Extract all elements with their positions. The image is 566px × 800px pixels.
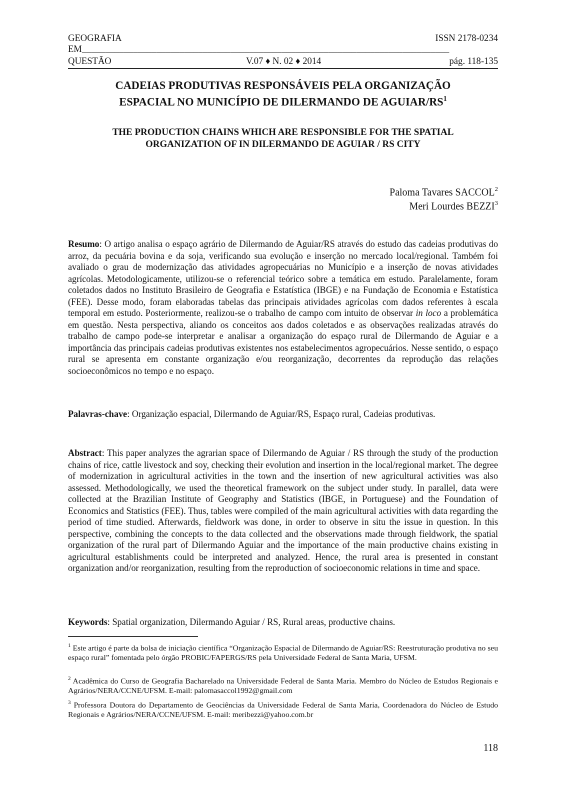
author-name: Meri Lourdes BEZZI [409,201,495,213]
resumo-text-cont: a problemática em questão. Nesta perspectiva, aliando os conceitos aos dados coletados e as observações realizadas através do trabalho de campo pode-se interpretar e analisar a organização do espaço rural de Dilermando de Aguiar e a importância das principais cadeias produtivas existentes nos estabelecimentos agropecuários. Nesse sentido, o espaço rural se apresenta em constante organização e/ou reorganização, decorrentes da reprodução das relações socioeconômicos no tempo e no espaço. [68,308,498,376]
article-title [68,80,498,111]
footnote-mark: 2 [68,676,71,682]
footnote-3 [68,699,498,720]
palavras-chave-label: Palavras-chave [68,409,128,419]
footnote-text: Professora Doutora do Departamento de Geociências da Universidade Federal de Santa Maria, Coordenadora do Núcleo de Estudo Regionais e Agrários/NERA/CCNE/UFSM. E-mail: meribezzi@yahoo.com.br [68,700,498,720]
author-footnote-mark: 3 [494,200,498,207]
palavras-chave [68,409,498,421]
footnote-text: Este artigo é parte da bolsa de iniciação científica “Organização Espacial de Dilermando de Aguiar/RS: Reestruturação produtiva no seu espaço rural” fomentada pelo órgão PROBIC/FAPERGS/RS pela Universidade Federal de Santa Maria, UFSM. [68,643,498,663]
title-line2: ESPACIAL NO MUNICÍPIO DE DILERMANDO DE AGUIAR/RS [119,97,444,110]
abstract-label: Abstract [68,448,102,458]
subtitle-line2: ORGANIZATION OF IN DILERMANDO DE AGUIAR / RS CITY [145,140,421,150]
palavras-chave-text: : Organização espacial, Dilermando de Aguiar/RS, Espaço rural, Cadeias produtivas. [127,409,436,419]
page-number: 118 [483,743,498,754]
resumo-italic: in loco [415,308,442,318]
resumo-paragraph [68,239,498,377]
author-name: Paloma Tavares SACCOL [389,187,495,199]
footnote-mark: 3 [68,700,71,706]
keywords [68,617,498,629]
resumo-label: Resumo [68,239,100,249]
abstract-paragraph [68,448,498,575]
article-title-english [68,127,498,151]
title-line1: CADEIAS PRODUTIVAS RESPONSÁVEIS PELA ORGANIZAÇÃO [115,80,451,92]
abstract-text: : This paper analyzes the agrarian space of Dilermando de Aguiar / RS through the study of the production chains of rice, cattle livestock and soy, checking their evolution and insertion in the local/regional market. The degree of modernization in agricultural activities in the town and the insertion of new agricultural activities was also assessed. Methodologically, we used the theoretical framework on the subject under study. In parallel, data were collected at the Brazilian Institute of Geography and Statistics (IBGE, in Portuguese) and the Foundation of Economics and Statistics (FEE). Thus, tables were compiled of the main agricultural activities with data regarding the period of time studied. Afterwards, fieldwork was done, in order to observe in situ the issue in question. In this perspective, combining the concepts to the data collected and the observations made through fieldwork, the spatial organization of the rural part of Dilermando Aguiar and the importance of the main productive chains existing in agricultural establishments could be interpreted and analyzed. Hence, the rural area is presented in constant organization and/or reorganization, resulting from the reproduction of socioeconomic relations in time and space. [68,448,498,573]
journal-name-line2: EM_______________________________________________________________________________ [68,45,450,55]
author-2 [409,197,498,214]
resumo-text: : O artigo analisa o espaço agrário de Dilermando de Aguiar/RS através do estudo das cadeias produtivas do arroz, da pecuária bovina e da soja, verificando sua evolução e inserção no mercado local/regional. Também foi avaliado o grau de modernização das atividades agropecuárias no Município e a inserção de novas atividades agrícolas. Metodologicamente, utilizou-se o referencial teórico sobre a temática em estudo. Paralelamente, foram coletados dados no Instituto Brasileiro de Geografia e Estatística (IBGE) e na Fundação de Economia e Estatística (FEE). Desse modo, foram elaboradas tabelas das principais atividades agrícolas com dados referentes à escala temporal em estudo. Posteriormente, realizou-se o trabalho de campo com intuito de observar [68,239,498,318]
footnote-rule [68,636,198,637]
page-range: pág. 118-135 [449,57,498,67]
author-footnote-mark: 2 [494,186,498,193]
footnote-mark: 1 [68,643,71,649]
issn: ISSN 2178-0234 [435,34,498,44]
footnote-text: Acadêmica do Curso de Geografia Bacharelado na Universidade Federal de Santa Maria. Membro do Núcleo de Estudos Regionais e Agrários/NERA/CCNE/UFSM. E-mail: palomasaccol1992@gmail.com [68,676,498,696]
keywords-text: : Spatial organization, Dilermando Aguiar / RS, Rural areas, productive chains. [107,617,396,627]
footnote-1 [68,642,498,663]
header-rule [68,68,498,69]
keywords-label: Keywords [68,617,108,627]
journal-name-line1: GEOGRAFIA [68,34,122,44]
footnote-2 [68,675,498,696]
subtitle-line1: THE PRODUCTION CHAINS WHICH ARE RESPONSIBLE FOR THE SPATIAL [112,128,454,138]
title-footnote-mark: 1 [443,95,447,104]
journal-name-line3: QUESTÃO [68,57,112,67]
volume-issue: V.07 ♦ N. 02 ♦ 2014 [246,57,322,67]
